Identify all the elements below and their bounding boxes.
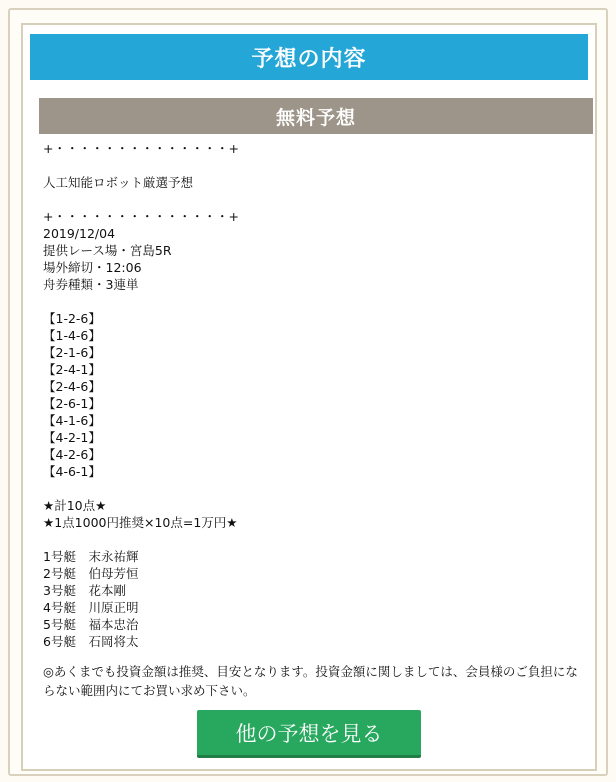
spacer (43, 157, 583, 174)
pick-item: 【4-2-6】 (43, 447, 101, 462)
spacer (43, 531, 583, 548)
racer-item: 3号艇 花本剛 (43, 583, 126, 598)
race-deadline: 場外締切・12:06 (43, 260, 142, 275)
cta-wrapper (23, 710, 595, 758)
pick-item: 【1-2-6】 (43, 311, 101, 326)
racer-item: 5号艇 福本忠治 (43, 617, 139, 632)
racer-list (43, 548, 583, 650)
pick-item: 【2-4-1】 (43, 362, 101, 377)
pick-item: 【4-1-6】 (43, 413, 101, 428)
divider-mid: +・・・・・・・・・・・・・・+ (43, 209, 239, 224)
race-venue: 提供レース場・宮島5R (43, 243, 172, 258)
recommended-stake: ★1点1000円推奨×10点=1万円★ (43, 515, 238, 530)
pick-item: 【4-2-1】 (43, 430, 101, 445)
picks-list (43, 310, 583, 480)
racer-item: 4号艇 川原正明 (43, 600, 139, 615)
outer-frame (8, 8, 608, 776)
pick-item: 【4-6-1】 (43, 464, 101, 479)
prediction-content (43, 140, 583, 700)
pick-item: 【1-4-6】 (43, 328, 101, 343)
pick-item: 【2-4-6】 (43, 379, 101, 394)
race-date: 2019/12/04 (43, 226, 116, 241)
investment-note: ◎あくまでも投資金額は推奨、目安となります。投資金額に関しましては、会員様のご負担にならない範囲内にてお買い求め下さい。 (43, 664, 578, 698)
spacer (43, 650, 583, 658)
spacer (43, 480, 583, 497)
total-points: ★計10点★ (43, 498, 107, 513)
robot-title: 人工知能ロボット厳選予想 (43, 175, 194, 190)
bet-type: 舟券種類・3連単 (43, 277, 139, 292)
pick-item: 【2-1-6】 (43, 345, 101, 360)
racer-item: 1号艇 末永祐輝 (43, 549, 139, 564)
view-other-predictions-button[interactable]: 他の予想を見る (197, 710, 421, 758)
racer-item: 6号艇 石岡将太 (43, 634, 139, 649)
page-title: 予想の内容 (30, 34, 588, 80)
spacer (43, 191, 583, 208)
pick-item: 【2-6-1】 (43, 396, 101, 411)
prediction-panel (21, 23, 597, 771)
section-title: 無料予想 (39, 98, 593, 134)
divider-top: +・・・・・・・・・・・・・・+ (43, 141, 239, 156)
spacer (43, 293, 583, 310)
racer-item: 2号艇 伯母芳恒 (43, 566, 139, 581)
